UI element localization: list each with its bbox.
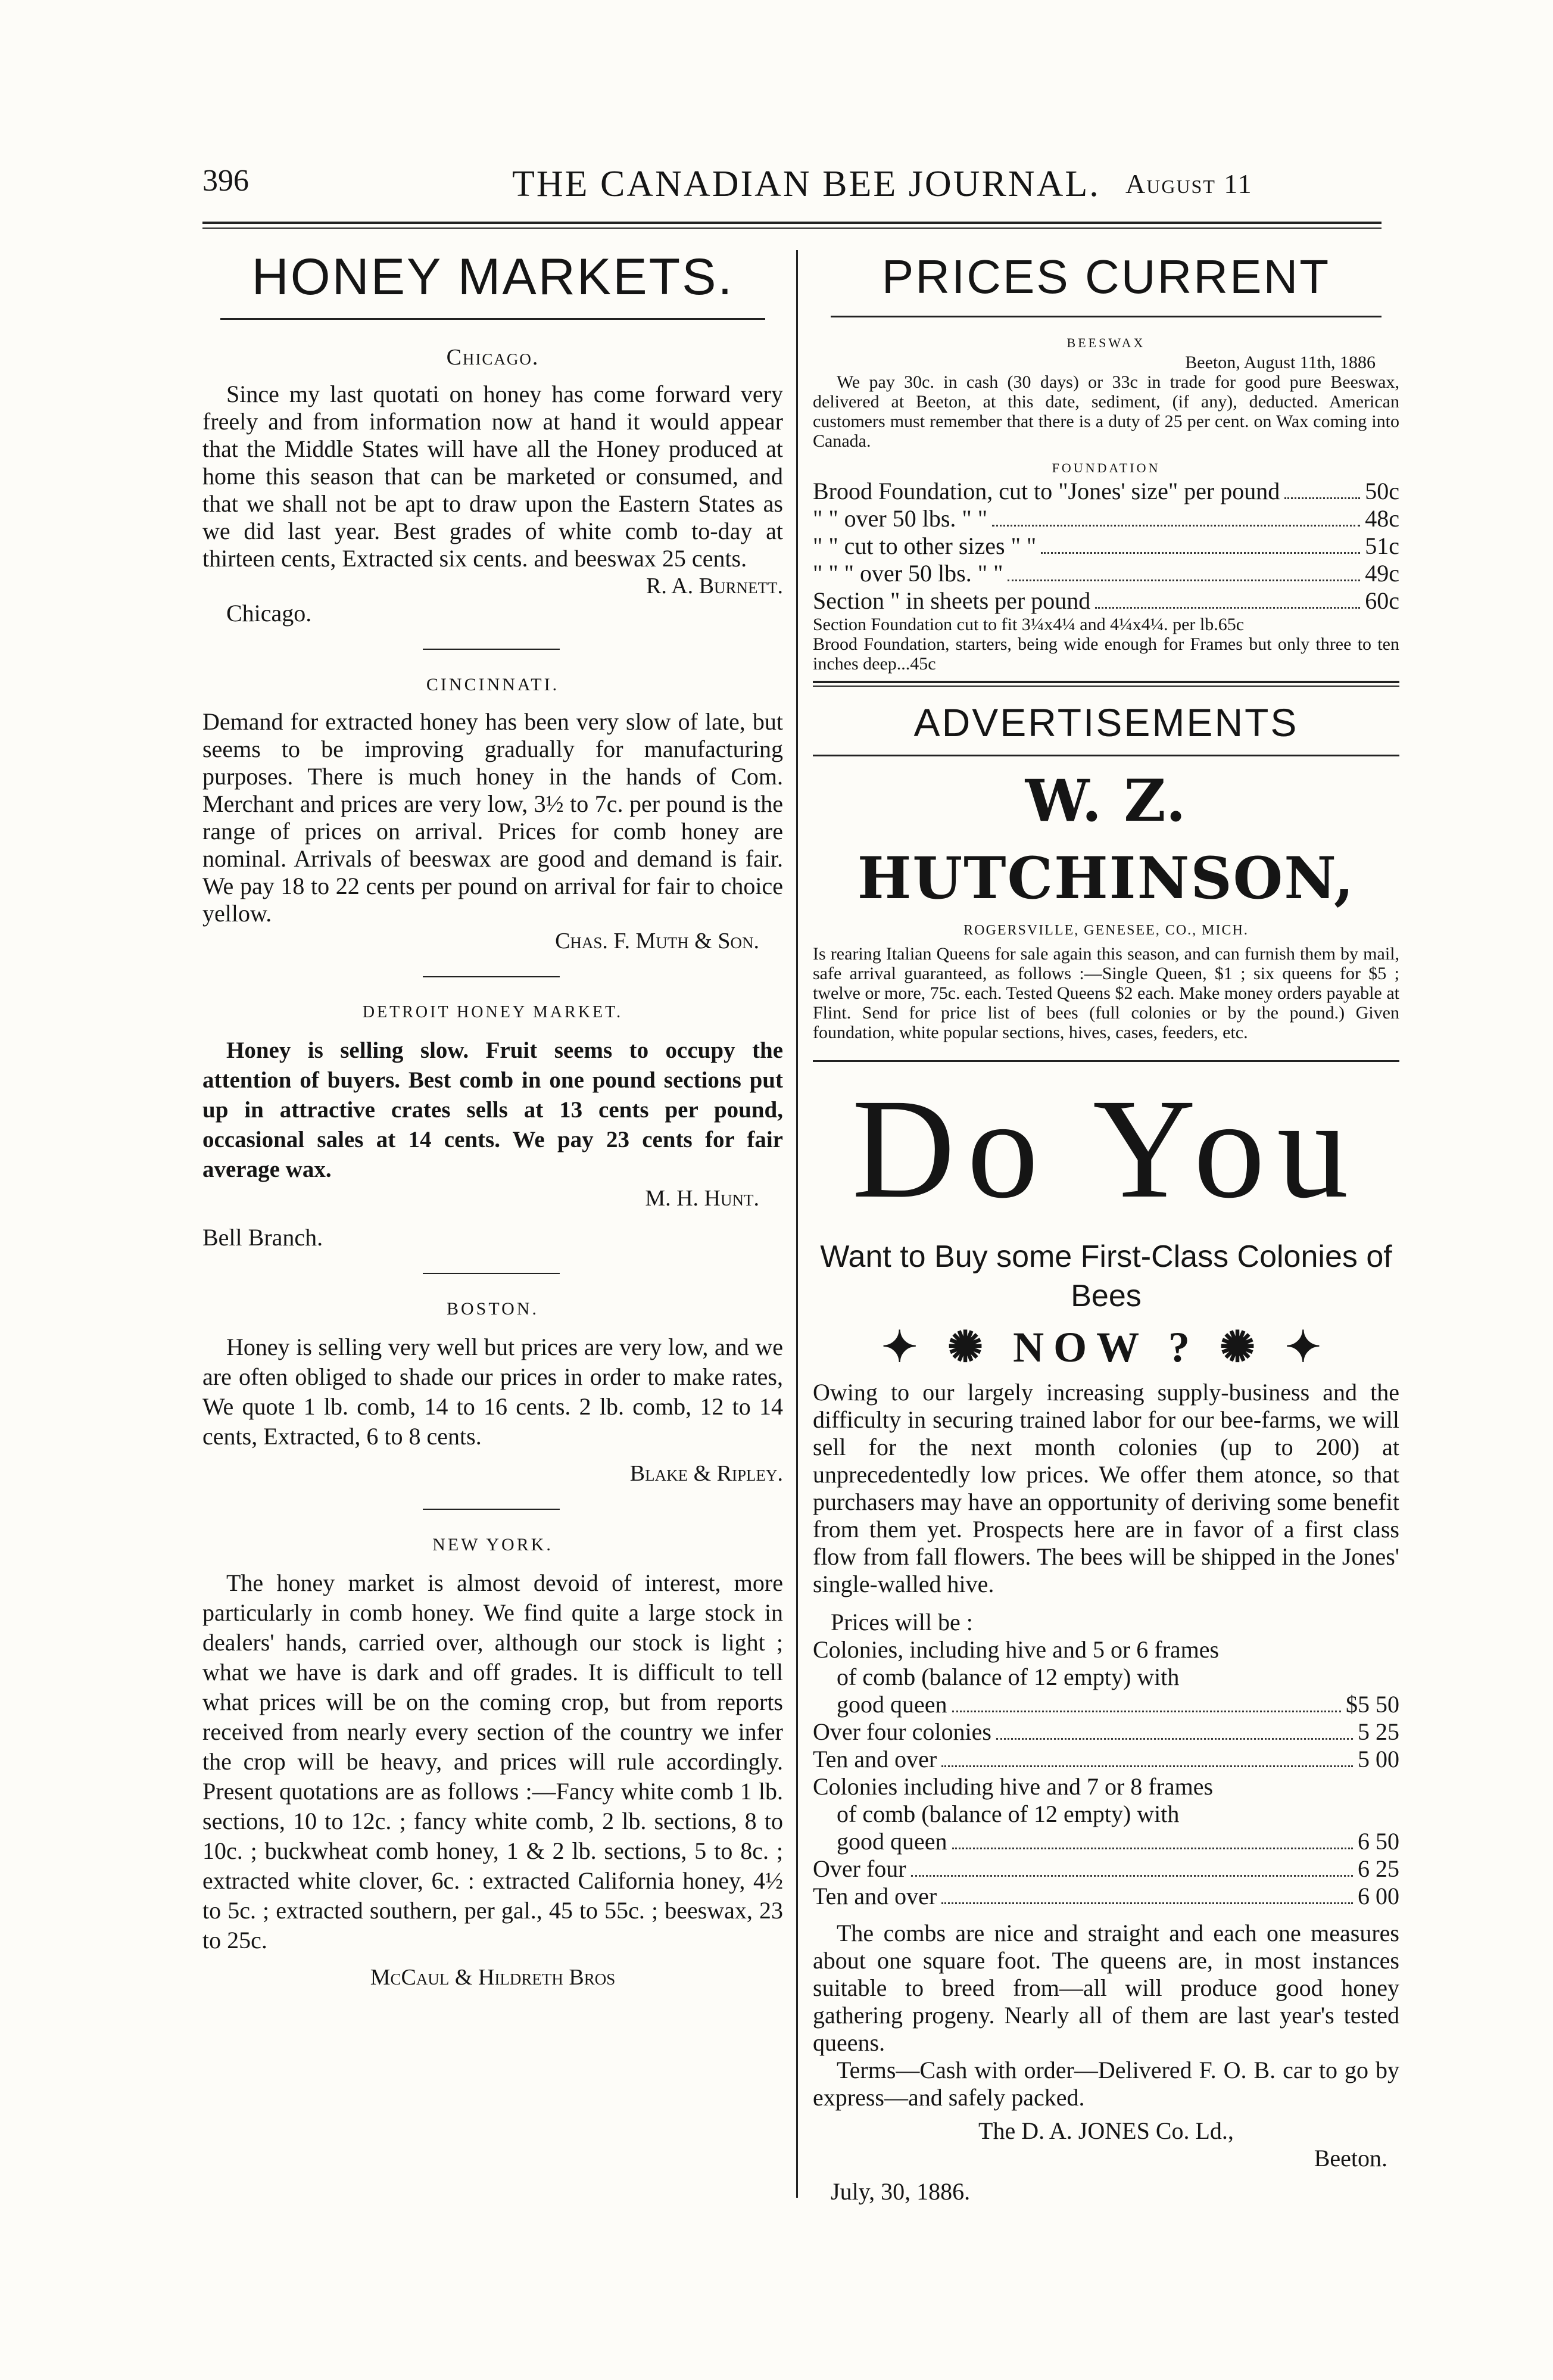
- boston-body: Honey is selling very well but prices are very low, and we are often obliged to shade our prices in order to make rates, We quote 1 lb. comb, 14 to 16 cents. 2 lb. comb, 12 to 14 cents, Extracted, 6 to 8 cents.: [202, 1334, 783, 1450]
- terms: Terms—Cash with order—Delivered F. O. B. car to go by express—and safely packed.: [813, 2057, 1399, 2111]
- section-rule: [423, 649, 560, 650]
- foundation-note: Section Foundation cut to fit 3¼x4¼ and 4¼x4¼. per lb.65c: [813, 615, 1245, 634]
- jones-body: Owing to our largely increasing supply-business and the difficulty in securing trained labor for our bee-farms, we will sell for the next month colonies (up to 200) at unprecedentedly low prices. We offer them atonce, so that purchasers may have an opportunity of deriving some benefit from them yet. Prospects here are in favor of a first class flow from fall flowers. The bees will be shipped in the Jones' single-walled hive.: [813, 1379, 1399, 1597]
- column-divider: [796, 250, 798, 2198]
- advertisements-title: ADVERTISEMENTS: [913, 700, 1299, 744]
- combs-note: The combs are nice and straight and each one measures about one square foot. The queens are, in most instances suitable to breed from—all will produce good honey gathering progeny. Nearly all of them are last year's tested queens.: [813, 1920, 1399, 2056]
- new-york-body: The honey market is almost devoid of interest, more particularly in comb honey. We find quite a large stock in dealers' hands, carried over, although our stock is light ; what we have is dark and off grades. It is difficult to tell what prices will be on the coming crop, but from reports received from nearly every section of the country we infer the crop will be heavy, and prices will rule accordingly. Present quotations are as follows :—Fancy white comb 1 lb. sections, 10 to 12c. ; fancy white comb, 2 lb. sections, 8 to 10c. ; buckwheat comb honey, 1 & 2 lb. sections, 5 to 8c. ; extracted white clover, 6c. : extracted California honey, 4½ to 5c. ; extracted southern, per gal., 45 to 55c. ; beeswax, 23 to 25c.: [202, 1569, 783, 1954]
- foundation-row: " " cut to other sizes " " 51c: [813, 532, 1399, 559]
- detroit-body: Honey is selling slow. Fruit seems to occupy the attention of buyers. Best comb in one pound sections put up in attractive crates sells at 13 cents per pound, occasional sales at 14 cents. We pay 23 cents for fair average wax.: [202, 1038, 783, 1182]
- foundation-row: Brood Foundation, cut to "Jones' size" per pound 50c: [813, 478, 1399, 504]
- honey-markets-title: HONEY MARKETS.: [251, 248, 734, 306]
- foundation-row: " " " over 50 lbs. " " 49c: [813, 560, 1399, 587]
- prices-current-title: PRICES CURRENT: [881, 250, 1331, 303]
- jones-date: July, 30, 1886.: [831, 2178, 971, 2205]
- colony-price-row: Over four 6 25: [813, 1855, 1399, 1882]
- title-rule: [220, 318, 765, 320]
- group2-sub: of comb (balance of 12 empty) with: [837, 1800, 1180, 1827]
- detroit-place: Bell Branch.: [202, 1224, 323, 1251]
- group1-sub: of comb (balance of 12 empty) with: [837, 1663, 1180, 1690]
- honey-markets-column: [202, 244, 783, 1991]
- foundation-row: Section " in sheets per pound 60c: [813, 587, 1399, 614]
- colony-price-row: Over four colonies 5 25: [813, 1718, 1399, 1745]
- new-york-heading: NEW YORK.: [432, 1535, 553, 1555]
- chicago-place: Chicago.: [226, 600, 312, 627]
- chicago-body: Since my last quotati on honey has come forward very freely and from information now at hand it would appear that the Middle States will have all the Honey produced at home this season that can be marketed or consumed, and that we shall not be apt to draw upon the Eastern States as we did last year. Best grades of white comb to-day at thirteen cents, Extracted six cents. and beeswax 25 cents.: [202, 381, 783, 572]
- ornament-icon: ✦ ✺: [881, 1323, 1013, 1371]
- section-rule: [423, 976, 560, 977]
- chicago-heading: Chicago.: [446, 345, 540, 370]
- beeswax-date: Beeton, August 11th, 1886: [1185, 353, 1376, 372]
- hutchinson-name: W. Z. HUTCHINSON,: [857, 767, 1355, 912]
- boston-signature: Blake & Ripley.: [629, 1461, 783, 1486]
- title-rule: [813, 755, 1399, 756]
- foundation-row: " " over 50 lbs. " " 48c: [813, 505, 1399, 532]
- now-banner: ✦ ✺ NOW ? ✺ ✦: [881, 1323, 1331, 1371]
- do-you-headline: Do You: [852, 1069, 1361, 1228]
- issue-date: August 11: [1125, 169, 1253, 199]
- cincinnati-body: Demand for extracted honey has been very slow of late, but seems to be improving gradually for manufacturing purposes. There is much honey in the hands of Com. Merchant and prices are very low, 3½ to 7c. per pound is the range of prices on arrival. Prices for comb honey are nominal. Arrivals of beeswax are good and demand is fair. We pay 18 to 22 cents per pound on arrival for fair to choice yellow.: [202, 708, 783, 927]
- ornament-icon: ✺ ✦: [1199, 1323, 1331, 1371]
- prices-advertisements-column: [813, 244, 1399, 2205]
- header-rule: [202, 222, 1382, 224]
- hutchinson-address: ROGERSVILLE, GENESEE, CO., MICH.: [963, 923, 1249, 938]
- ad-rule: [813, 1060, 1399, 1062]
- section-rule: [423, 1273, 560, 1274]
- foundation-heading: FOUNDATION: [1052, 460, 1161, 475]
- journal-title: THE CANADIAN BEE JOURNAL.: [512, 164, 1100, 204]
- colony-price-row: good queen $5 50: [837, 1691, 1399, 1718]
- cincinnati-heading: CINCINNATI.: [426, 675, 560, 694]
- jones-signature-place: Beeton.: [1314, 2145, 1387, 2172]
- prices-end-rule-thin: [813, 686, 1399, 687]
- colony-price-row: good queen 6 50: [837, 1828, 1399, 1855]
- group2-title: Colonies including hive and 7 or 8 frames: [813, 1773, 1214, 1800]
- foundation-price-list: [813, 478, 1399, 615]
- colony-price-row: Ten and over 6 00: [813, 1883, 1399, 1909]
- section-rule: [423, 1509, 560, 1510]
- group1-title: Colonies, including hive and 5 or 6 frames: [813, 1636, 1220, 1663]
- boston-heading: BOSTON.: [447, 1299, 539, 1319]
- title-rule: [831, 316, 1382, 317]
- chicago-signature: R. A. Burnett.: [645, 574, 783, 599]
- header-rule-thin: [202, 228, 1382, 229]
- detroit-signature: M. H. Hunt.: [645, 1186, 759, 1211]
- jones-signature: The D. A. JONES Co. Ld.,: [978, 2117, 1234, 2144]
- prices-end-rule: [813, 681, 1399, 683]
- want-to-buy-subhead: Want to Buy some First-Class Colonies of Bees: [820, 1239, 1392, 1313]
- prices-intro: Prices will be :: [831, 1609, 973, 1636]
- page-header: [202, 156, 1382, 222]
- detroit-heading: DETROIT HONEY MARKET.: [362, 1003, 623, 1021]
- page-number: 396: [202, 164, 249, 198]
- foundation-starters: Brood Foundation, starters, being wide enough for Frames but only three to ten inches deep...45c: [813, 634, 1399, 674]
- hutchinson-body: Is rearing Italian Queens for sale again this season, and can furnish them by mail, safe arrival guaranteed, as follows :—Single Queen, $1 ; six queens for $5 ; twelve or more, 75c. each. Tested Queens $2 each. Make money orders payable at Flint. Send for price list of bees (full colonies or by the pound.) Given foundation, white popular sections, hives, cases, feeders, etc.: [813, 944, 1399, 1042]
- new-york-signature: McCaul & Hildreth Bros: [370, 1965, 616, 1990]
- beeswax-body: We pay 30c. in cash (30 days) or 33c in trade for good pure Beeswax, delivered at Beeton, at this date, sediment, (if any), deducted. American customers must remember that there is a duty of 25 per cent. on Wax coming into Canada.: [813, 372, 1399, 451]
- colony-price-row: Ten and over 5 00: [813, 1746, 1399, 1772]
- cincinnati-signature: Chas. F. Muth & Son.: [555, 929, 759, 954]
- beeswax-heading: BEESWAX: [1066, 335, 1146, 350]
